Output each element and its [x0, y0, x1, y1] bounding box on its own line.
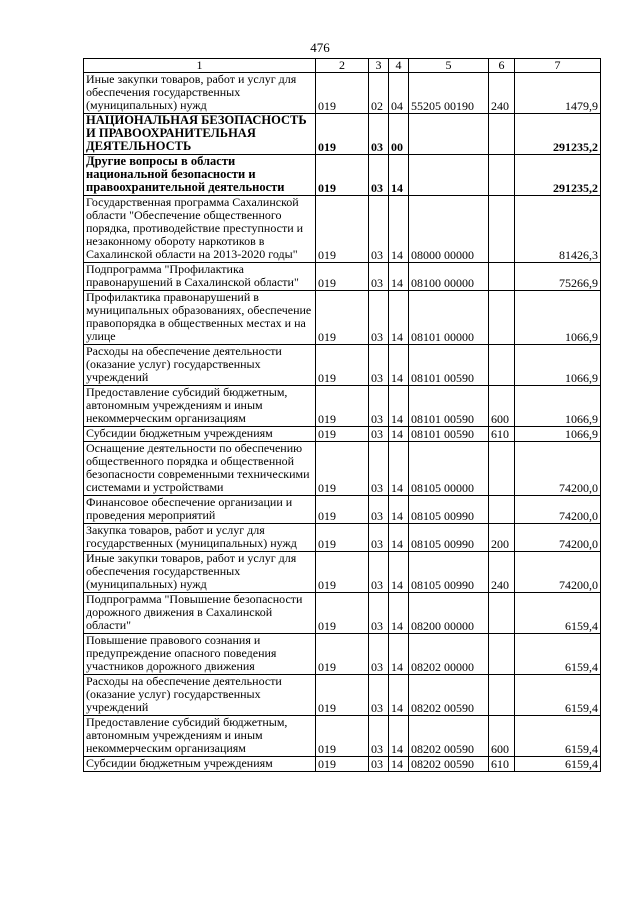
admin-code-cell: 019 [316, 634, 369, 675]
row-name-cell: Предоставление субсидий бюджетным, автономным учреждениям и иным некоммерческим организациям [84, 716, 316, 757]
section-cell: 03 [369, 291, 389, 345]
row-name-cell: Подпрограмма "Профилактика правонарушений в Сахалинской области" [84, 263, 316, 291]
row-name-cell: Субсидии бюджетным учреждениям [84, 757, 316, 772]
amount-cell: 6159,4 [515, 675, 601, 716]
subsection-cell: 14 [389, 291, 409, 345]
row-name-cell: Расходы на обеспечение деятельности (оказание услуг) государственных учреждений [84, 675, 316, 716]
table-row [84, 263, 601, 291]
amount-cell: 291235,2 [515, 114, 601, 155]
subsection-cell: 14 [389, 345, 409, 386]
section-cell: 03 [369, 634, 389, 675]
target-article-cell: 08105 00000 [409, 442, 489, 496]
admin-code-cell: 019 [316, 552, 369, 593]
table-row [84, 757, 601, 772]
subsection-cell: 14 [389, 716, 409, 757]
expense-type-cell [489, 442, 515, 496]
amount-cell: 6159,4 [515, 757, 601, 772]
column-header: 2 [316, 59, 369, 73]
table-row [84, 524, 601, 552]
amount-cell: 74200,0 [515, 524, 601, 552]
amount-cell: 1066,9 [515, 427, 601, 442]
expense-type-cell [489, 675, 515, 716]
amount-cell: 1066,9 [515, 386, 601, 427]
admin-code-cell: 019 [316, 386, 369, 427]
column-header: 4 [389, 59, 409, 73]
table-row [84, 634, 601, 675]
admin-code-cell: 019 [316, 496, 369, 524]
target-article-cell: 08202 00590 [409, 757, 489, 772]
expense-type-cell: 600 [489, 716, 515, 757]
table-row [84, 496, 601, 524]
target-article-cell: 08105 00990 [409, 524, 489, 552]
target-article-cell: 08200 00000 [409, 593, 489, 634]
amount-cell: 1479,9 [515, 73, 601, 114]
row-name-cell: Иные закупки товаров, работ и услуг для обеспечения государственных (муниципальных) нужд [84, 552, 316, 593]
subsection-cell: 14 [389, 675, 409, 716]
column-header: 1 [84, 59, 316, 73]
row-name-cell: Повышение правового сознания и предупреждение опасного поведения участников дорожного движения [84, 634, 316, 675]
target-article-cell: 08100 00000 [409, 263, 489, 291]
target-article-cell: 08101 00590 [409, 386, 489, 427]
target-article-cell [409, 155, 489, 196]
subsection-cell: 14 [389, 427, 409, 442]
column-header: 5 [409, 59, 489, 73]
expense-type-cell: 240 [489, 552, 515, 593]
row-name-cell: Финансовое обеспечение организации и проведения мероприятий [84, 496, 316, 524]
target-article-cell: 08202 00590 [409, 716, 489, 757]
subsection-cell: 14 [389, 634, 409, 675]
expense-type-cell [489, 593, 515, 634]
expense-type-cell [489, 263, 515, 291]
section-cell: 03 [369, 114, 389, 155]
table-row [84, 155, 601, 196]
subsection-cell: 14 [389, 155, 409, 196]
section-cell: 03 [369, 675, 389, 716]
section-cell: 02 [369, 73, 389, 114]
subsection-cell: 14 [389, 757, 409, 772]
row-name-cell: Субсидии бюджетным учреждениям [84, 427, 316, 442]
table-row [84, 114, 601, 155]
section-cell: 03 [369, 427, 389, 442]
admin-code-cell: 019 [316, 114, 369, 155]
admin-code-cell: 019 [316, 263, 369, 291]
expense-type-cell: 600 [489, 386, 515, 427]
table-row [84, 386, 601, 427]
page-number: 476 [310, 40, 330, 55]
section-cell: 03 [369, 524, 389, 552]
amount-cell: 6159,4 [515, 593, 601, 634]
target-article-cell: 08105 00990 [409, 496, 489, 524]
amount-cell: 74200,0 [515, 496, 601, 524]
column-header: 3 [369, 59, 389, 73]
expense-type-cell [489, 114, 515, 155]
section-cell: 03 [369, 552, 389, 593]
subsection-cell: 14 [389, 386, 409, 427]
target-article-cell: 08101 00590 [409, 345, 489, 386]
expense-type-cell: 610 [489, 757, 515, 772]
row-name-cell: Профилактика правонарушений в муниципальных образованиях, обеспечение правопорядка в общественных местах и на улице [84, 291, 316, 345]
target-article-cell [409, 114, 489, 155]
subsection-cell: 14 [389, 524, 409, 552]
admin-code-cell: 019 [316, 757, 369, 772]
table-row [84, 427, 601, 442]
row-name-cell: Иные закупки товаров, работ и услуг для обеспечения государственных (муниципальных) нужд [84, 73, 316, 114]
target-article-cell: 08101 00000 [409, 291, 489, 345]
admin-code-cell: 019 [316, 196, 369, 263]
section-cell: 03 [369, 386, 389, 427]
section-cell: 03 [369, 442, 389, 496]
subsection-cell: 14 [389, 552, 409, 593]
table-row [84, 73, 601, 114]
admin-code-cell: 019 [316, 675, 369, 716]
section-cell: 03 [369, 593, 389, 634]
section-cell: 03 [369, 757, 389, 772]
admin-code-cell: 019 [316, 73, 369, 114]
expense-type-cell: 200 [489, 524, 515, 552]
target-article-cell: 08000 00000 [409, 196, 489, 263]
amount-cell: 74200,0 [515, 442, 601, 496]
budget-table [83, 58, 601, 772]
admin-code-cell: 019 [316, 442, 369, 496]
subsection-cell: 14 [389, 196, 409, 263]
row-name-cell: Закупка товаров, работ и услуг для государственных (муниципальных) нужд [84, 524, 316, 552]
table-row [84, 442, 601, 496]
admin-code-cell: 019 [316, 524, 369, 552]
expense-type-cell [489, 345, 515, 386]
subsection-cell: 14 [389, 442, 409, 496]
amount-cell: 1066,9 [515, 291, 601, 345]
amount-cell: 1066,9 [515, 345, 601, 386]
subsection-cell: 14 [389, 496, 409, 524]
column-header: 7 [515, 59, 601, 73]
admin-code-cell: 019 [316, 345, 369, 386]
table-header-row [84, 59, 601, 73]
column-header: 6 [489, 59, 515, 73]
row-name-cell: НАЦИОНАЛЬНАЯ БЕЗОПАСНОСТЬ И ПРАВООХРАНИТЕЛЬНАЯ ДЕЯТЕЛЬНОСТЬ [84, 114, 316, 155]
table-row [84, 675, 601, 716]
expense-type-cell [489, 155, 515, 196]
table-row [84, 291, 601, 345]
row-name-cell: Оснащение деятельности по обеспечению общественного порядка и общественной безопасности современными техническими системами и устройствами [84, 442, 316, 496]
row-name-cell: Другие вопросы в области национальной безопасности и правоохранительной деятельности [84, 155, 316, 196]
expense-type-cell [489, 291, 515, 345]
amount-cell: 75266,9 [515, 263, 601, 291]
row-name-cell: Подпрограмма "Повышение безопасности дорожного движения в Сахалинской области" [84, 593, 316, 634]
admin-code-cell: 019 [316, 427, 369, 442]
section-cell: 03 [369, 155, 389, 196]
row-name-cell: Расходы на обеспечение деятельности (оказание услуг) государственных учреждений [84, 345, 316, 386]
target-article-cell: 08202 00000 [409, 634, 489, 675]
table-row [84, 196, 601, 263]
subsection-cell: 14 [389, 263, 409, 291]
section-cell: 03 [369, 196, 389, 263]
section-cell: 03 [369, 496, 389, 524]
expense-type-cell [489, 634, 515, 675]
admin-code-cell: 019 [316, 593, 369, 634]
row-name-cell: Предоставление субсидий бюджетным, автономным учреждениям и иным некоммерческим организациям [84, 386, 316, 427]
amount-cell: 6159,4 [515, 716, 601, 757]
admin-code-cell: 019 [316, 291, 369, 345]
subsection-cell: 00 [389, 114, 409, 155]
amount-cell: 291235,2 [515, 155, 601, 196]
row-name-cell: Государственная программа Сахалинской области "Обеспечение общественного порядка, противодействие преступности и незаконному обороту наркотиков в Сахалинской области на 2013-2020 годы" [84, 196, 316, 263]
target-article-cell: 55205 00190 [409, 73, 489, 114]
section-cell: 03 [369, 263, 389, 291]
table-row [84, 716, 601, 757]
table-row [84, 552, 601, 593]
table-row [84, 345, 601, 386]
expense-type-cell: 240 [489, 73, 515, 114]
section-cell: 03 [369, 345, 389, 386]
section-cell: 03 [369, 716, 389, 757]
expense-type-cell [489, 196, 515, 263]
subsection-cell: 14 [389, 593, 409, 634]
amount-cell: 6159,4 [515, 634, 601, 675]
target-article-cell: 08101 00590 [409, 427, 489, 442]
target-article-cell: 08202 00590 [409, 675, 489, 716]
admin-code-cell: 019 [316, 155, 369, 196]
expense-type-cell [489, 496, 515, 524]
amount-cell: 81426,3 [515, 196, 601, 263]
target-article-cell: 08105 00990 [409, 552, 489, 593]
subsection-cell: 04 [389, 73, 409, 114]
expense-type-cell: 610 [489, 427, 515, 442]
amount-cell: 74200,0 [515, 552, 601, 593]
table-row [84, 593, 601, 634]
admin-code-cell: 019 [316, 716, 369, 757]
